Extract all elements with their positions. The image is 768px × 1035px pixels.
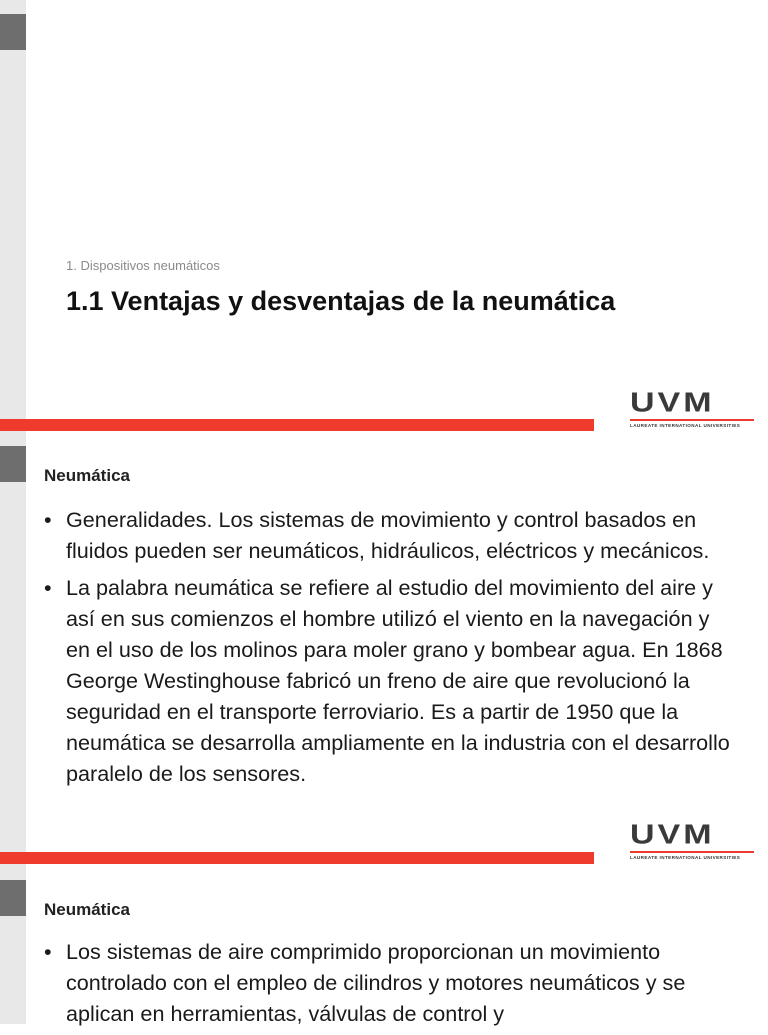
section-heading: Neumática (44, 900, 130, 919)
slide-side-tab (0, 880, 26, 916)
logo-tagline: LAUREATE INTERNATIONAL UNIVERSITIES (630, 423, 741, 428)
slide-side-tab (0, 14, 26, 50)
slide-1 (0, 0, 768, 432)
bullet-icon: • (44, 939, 52, 964)
slide-3 (0, 866, 768, 1024)
logo-tagline: LAUREATE INTERNATIONAL UNIVERSITIES (630, 855, 741, 860)
bullet-icon: • (44, 575, 52, 600)
red-divider (0, 852, 594, 864)
bullet-icon: • (44, 507, 52, 532)
breadcrumb: 1. Dispositivos neumáticos (66, 258, 220, 273)
uvm-logo (630, 818, 755, 860)
red-divider (0, 419, 594, 431)
logo-wordmark: UVM (630, 386, 715, 418)
page-title: 1.1 Ventajas y desventajas de la neumática (66, 286, 616, 316)
slide-2 (0, 432, 768, 866)
bullet-list (44, 936, 734, 1035)
slide-side-tab (0, 446, 26, 482)
slide-side-bar (0, 0, 26, 432)
list-item: • La palabra neumática se refiere al estudio del movimiento del aire y así en sus comienzos el hombre utilizó el viento en la navegación y en el uso de los molinos para moler grano y bombear agua. En 1868 George Westinghouse fabricó un freno de aire que revolucionó la seguridad en el transporte ferroviario. Es a partir de 1950 que la neumática se desarrolla ampliamente en la industria con el desarrollo paralelo de los sensores. (44, 572, 734, 789)
bullet-list (44, 504, 734, 795)
logo-wordmark: UVM (630, 818, 715, 850)
section-heading: Neumática (44, 466, 130, 485)
list-item: • Los sistemas de aire comprimido proporcionan un movimiento controlado con el empleo de cilindros y motores neumáticos y se aplican en herramientas, válvulas de control y (44, 936, 734, 1029)
slide-side-bar (0, 432, 26, 866)
uvm-logo (630, 386, 755, 428)
list-item: • Generalidades. Los sistemas de movimiento y control basados en fluidos pueden ser neumáticos, hidráulicos, eléctricos y mecánicos. (44, 504, 734, 566)
slide-side-bar (0, 866, 26, 1024)
